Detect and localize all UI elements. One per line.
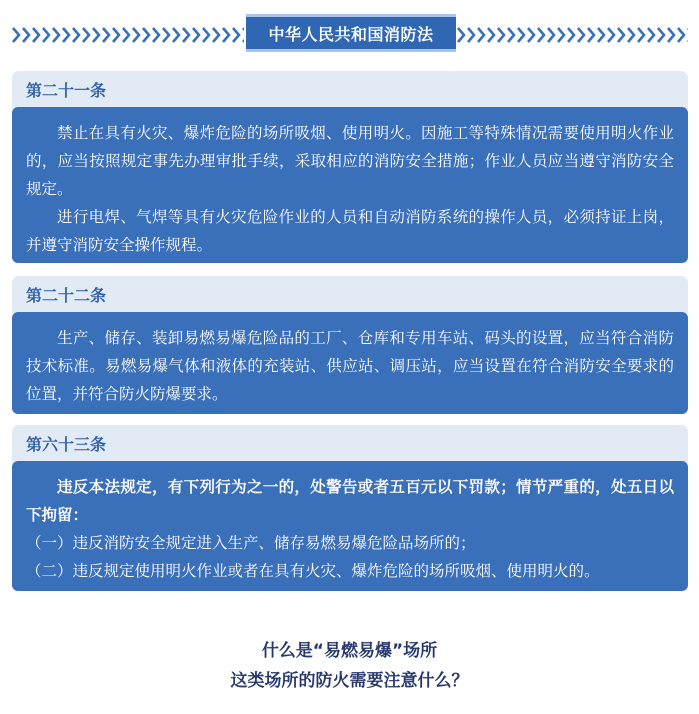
- section-heading-bar: [12, 425, 688, 462]
- article-list-item: （一）违反消防安全规定进入生产、储存易燃易爆危险品场所的；: [26, 534, 476, 552]
- section-heading-bar: [12, 276, 688, 313]
- question-line: 这类场所的防火需要注意什么？: [230, 671, 469, 691]
- chevron-pattern-left: [12, 25, 244, 45]
- section-body: [12, 312, 688, 414]
- article-lead: 违反本法规定，有下列行为之一的，处警告或者五百元以下罚款；情节严重的，处五日以下拘留：: [26, 478, 674, 524]
- article-list-item: （二）违反规定使用明火作业或者在具有火灾、爆炸危险的场所吸烟、使用明火的。: [26, 562, 600, 580]
- section-heading: 第六十三条: [26, 435, 107, 454]
- section-heading: 第二十二条: [26, 286, 107, 305]
- question-line: 什么是“易燃易爆”场所: [261, 641, 438, 661]
- article-paragraph: 禁止在具有火灾、爆炸危险的场所吸烟、使用明火。因施工等特殊情况需要使用明火作业的，应当按照规定事先办理审批手续，采取相应的消防安全措施；作业人员应当遵守消防安全规定。: [26, 124, 674, 198]
- page-title: 中华人民共和国消防法: [268, 24, 434, 44]
- article-paragraph: 进行电焊、气焊等具有火灾危险作业的人员和自动消防系统的操作人员，必须持证上岗，并遵守消防安全操作规程。: [26, 208, 674, 254]
- section-heading-bar: [12, 71, 688, 108]
- section-heading: 第二十一条: [26, 81, 107, 100]
- section-body: [12, 461, 688, 591]
- article-paragraph: 生产、储存、装卸易燃易爆危险品的工厂、仓库和专用车站、码头的设置，应当符合消防技术标准。易燃易爆气体和液体的充装站、供应站、调压站，应当设置在符合消防安全要求的位置，并符合防火防爆要求。: [26, 329, 674, 403]
- header-band: [0, 14, 699, 54]
- chevron-pattern-right: [457, 25, 688, 45]
- section-body: [12, 107, 688, 263]
- title-box: [246, 14, 456, 52]
